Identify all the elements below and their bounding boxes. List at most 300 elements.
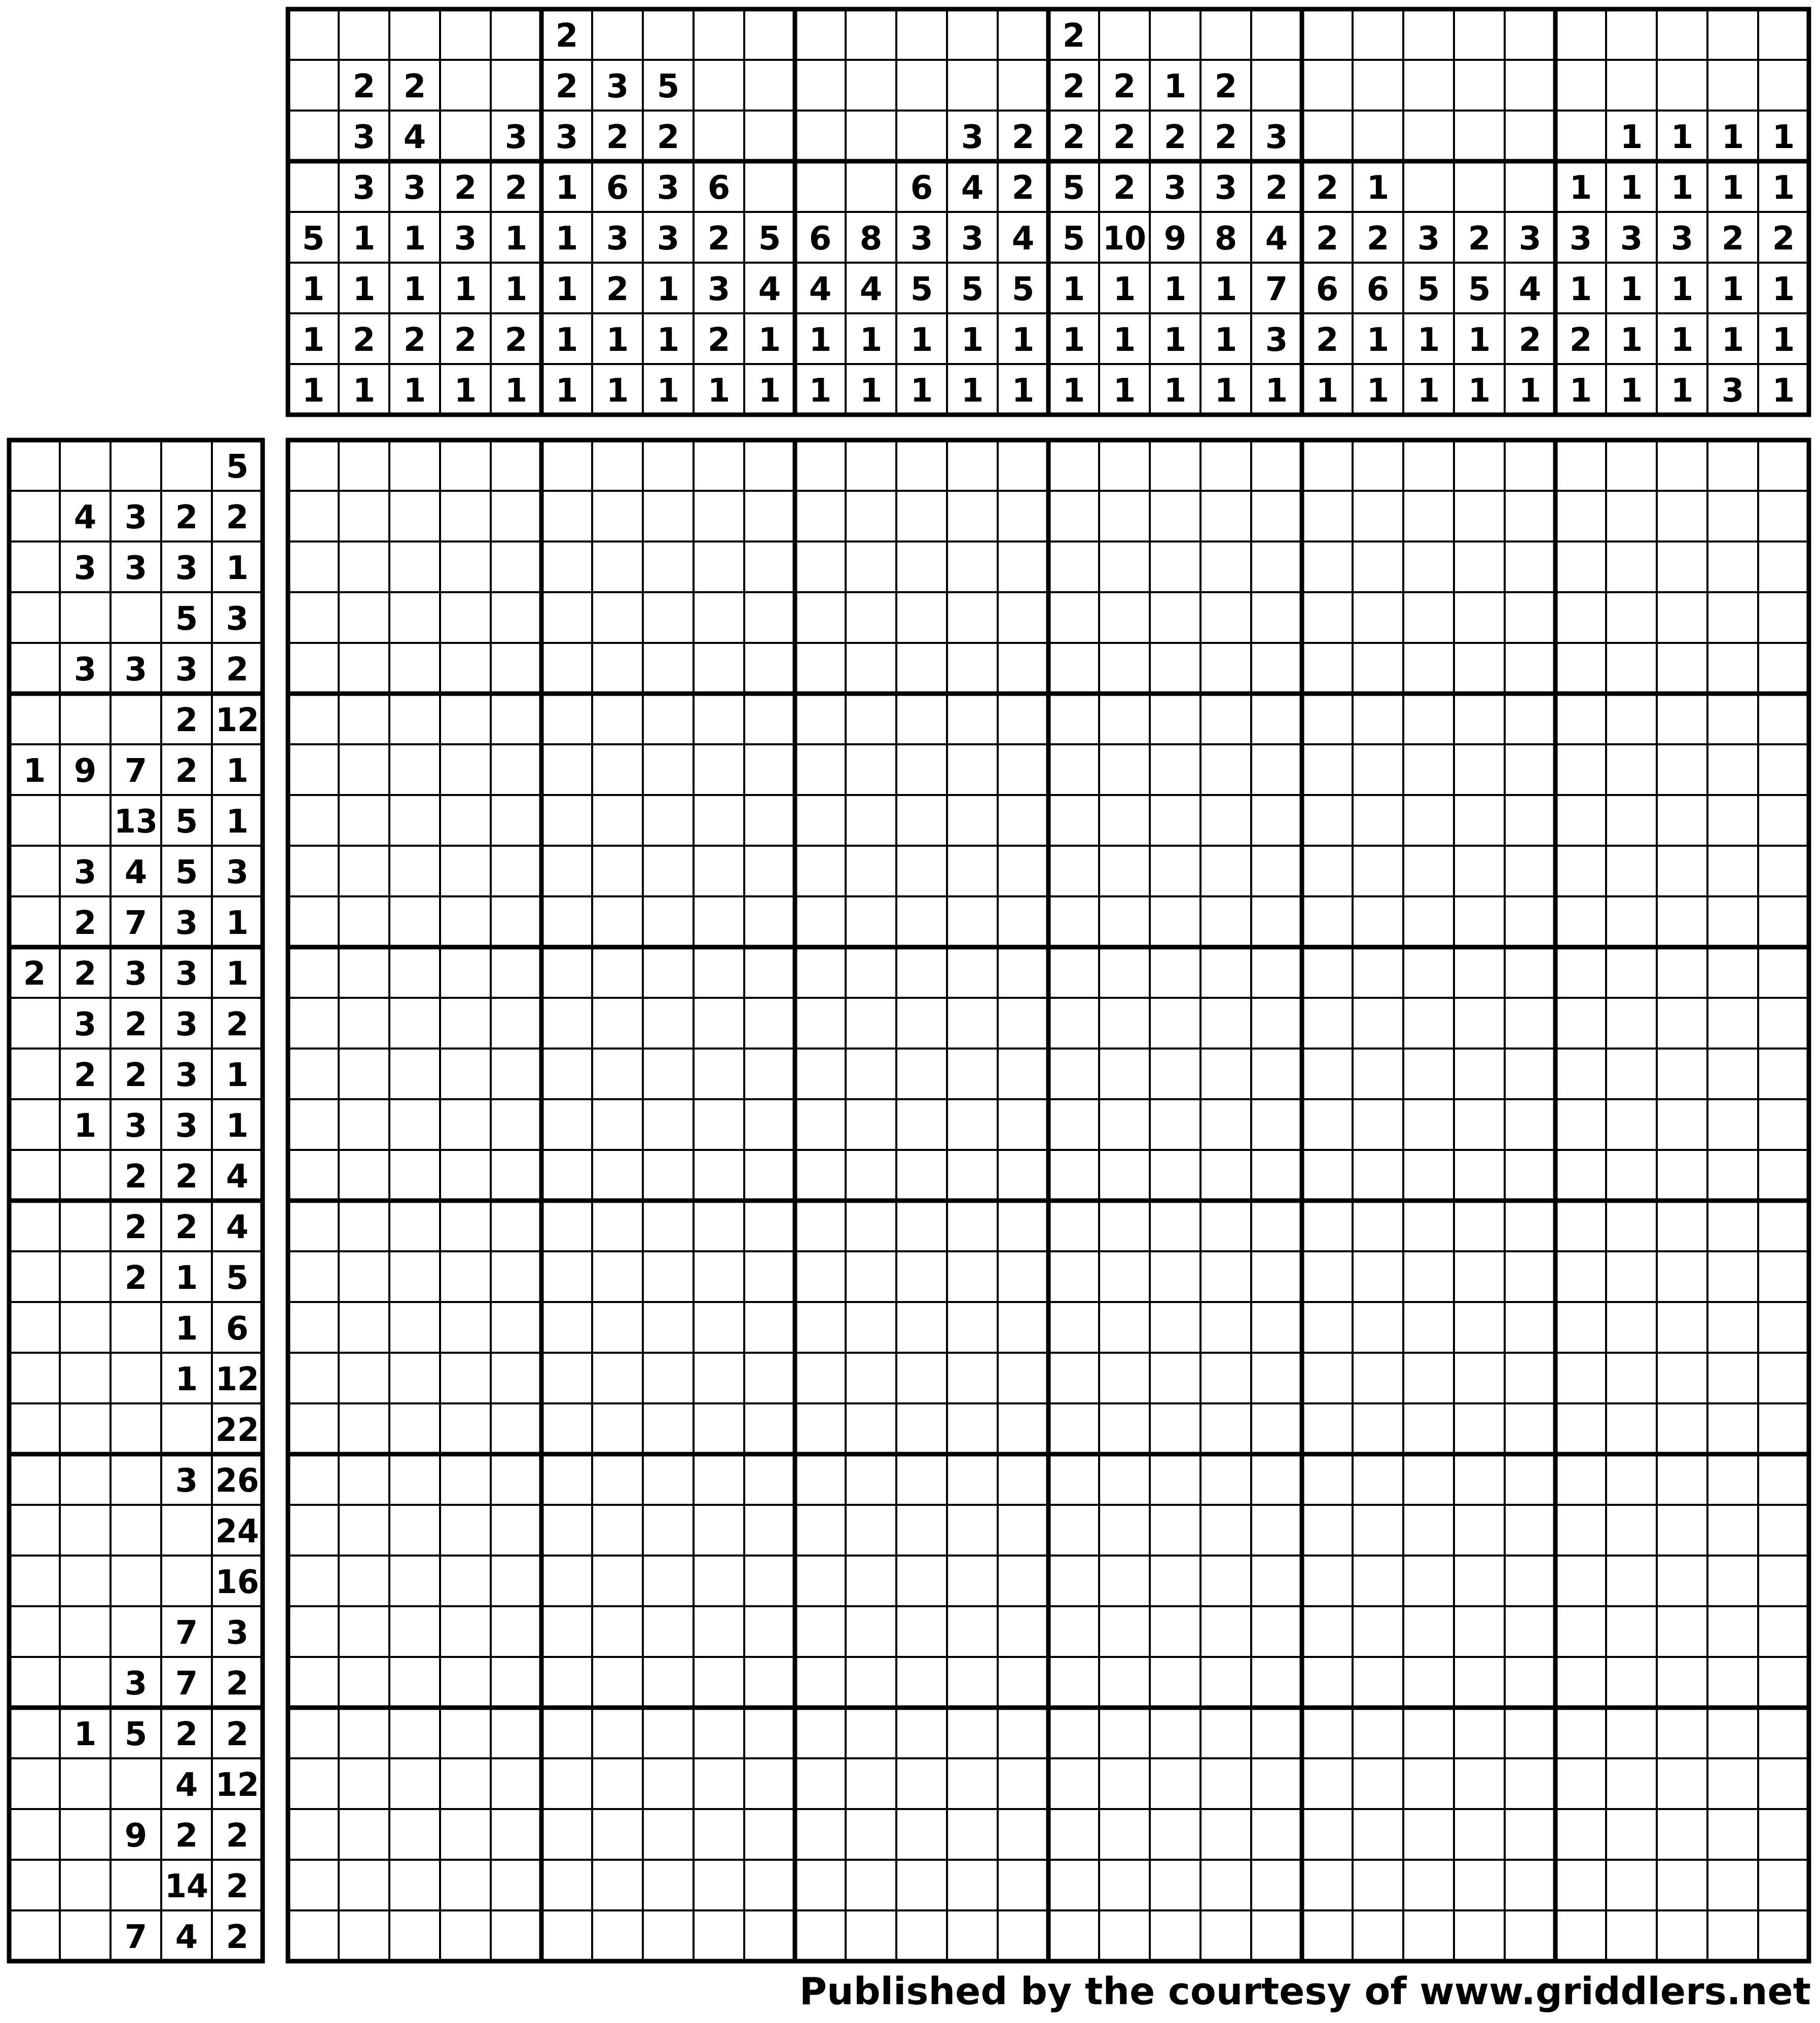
grid-cell[interactable] xyxy=(744,1708,795,1758)
grid-cell[interactable] xyxy=(694,1606,744,1657)
grid-cell[interactable] xyxy=(1200,1505,1251,1556)
grid-cell[interactable] xyxy=(1302,440,1353,491)
grid-cell[interactable] xyxy=(896,1302,947,1353)
grid-cell[interactable] xyxy=(1555,1353,1606,1403)
grid-cell[interactable] xyxy=(1606,1049,1657,1099)
grid-cell[interactable] xyxy=(795,795,846,846)
grid-cell[interactable] xyxy=(795,947,846,998)
grid-cell[interactable] xyxy=(1048,1556,1099,1606)
grid-cell[interactable] xyxy=(1353,1353,1403,1403)
grid-cell[interactable] xyxy=(491,947,541,998)
grid-cell[interactable] xyxy=(288,694,339,744)
grid-cell[interactable] xyxy=(1150,1505,1200,1556)
grid-cell[interactable] xyxy=(491,896,541,947)
grid-cell[interactable] xyxy=(1555,1860,1606,1910)
grid-cell[interactable] xyxy=(998,1505,1048,1556)
grid-cell[interactable] xyxy=(541,1910,592,1961)
grid-cell[interactable] xyxy=(1353,1860,1403,1910)
grid-cell[interactable] xyxy=(339,795,389,846)
grid-cell[interactable] xyxy=(1606,896,1657,947)
grid-cell[interactable] xyxy=(541,896,592,947)
grid-cell[interactable] xyxy=(491,1302,541,1353)
grid-cell[interactable] xyxy=(592,1809,643,1860)
grid-cell[interactable] xyxy=(694,947,744,998)
grid-cell[interactable] xyxy=(1403,1910,1454,1961)
grid-cell[interactable] xyxy=(1251,744,1302,795)
grid-cell[interactable] xyxy=(1657,440,1707,491)
grid-cell[interactable] xyxy=(694,744,744,795)
grid-cell[interactable] xyxy=(998,440,1048,491)
grid-cell[interactable] xyxy=(846,643,896,694)
grid-cell[interactable] xyxy=(1302,1099,1353,1150)
grid-cell[interactable] xyxy=(541,1150,592,1201)
grid-cell[interactable] xyxy=(1150,694,1200,744)
grid-cell[interactable] xyxy=(998,1860,1048,1910)
grid-cell[interactable] xyxy=(1200,491,1251,541)
grid-cell[interactable] xyxy=(643,1606,694,1657)
grid-cell[interactable] xyxy=(1353,947,1403,998)
grid-cell[interactable] xyxy=(1099,1049,1150,1099)
grid-cell[interactable] xyxy=(1150,1454,1200,1505)
grid-cell[interactable] xyxy=(947,1860,998,1910)
grid-cell[interactable] xyxy=(1505,694,1555,744)
grid-cell[interactable] xyxy=(1606,1454,1657,1505)
grid-cell[interactable] xyxy=(896,1860,947,1910)
grid-cell[interactable] xyxy=(1048,1758,1099,1809)
grid-cell[interactable] xyxy=(1758,1353,1809,1403)
grid-cell[interactable] xyxy=(795,1910,846,1961)
grid-cell[interactable] xyxy=(1454,1708,1505,1758)
grid-cell[interactable] xyxy=(1048,795,1099,846)
grid-cell[interactable] xyxy=(744,1505,795,1556)
grid-cell[interactable] xyxy=(1353,846,1403,896)
grid-cell[interactable] xyxy=(491,1505,541,1556)
grid-cell[interactable] xyxy=(1353,1201,1403,1251)
grid-cell[interactable] xyxy=(1505,592,1555,643)
grid-cell[interactable] xyxy=(1606,1809,1657,1860)
grid-cell[interactable] xyxy=(1505,1049,1555,1099)
grid-cell[interactable] xyxy=(1606,1201,1657,1251)
grid-cell[interactable] xyxy=(1150,1556,1200,1606)
grid-cell[interactable] xyxy=(1758,491,1809,541)
grid-cell[interactable] xyxy=(795,1353,846,1403)
grid-cell[interactable] xyxy=(339,1910,389,1961)
grid-cell[interactable] xyxy=(288,947,339,998)
grid-cell[interactable] xyxy=(491,795,541,846)
grid-cell[interactable] xyxy=(998,896,1048,947)
grid-cell[interactable] xyxy=(339,846,389,896)
grid-cell[interactable] xyxy=(1403,1809,1454,1860)
grid-cell[interactable] xyxy=(998,1556,1048,1606)
grid-cell[interactable] xyxy=(1150,1809,1200,1860)
grid-cell[interactable] xyxy=(541,440,592,491)
grid-cell[interactable] xyxy=(846,440,896,491)
grid-cell[interactable] xyxy=(1200,947,1251,998)
grid-cell[interactable] xyxy=(1657,998,1707,1049)
grid-cell[interactable] xyxy=(1505,1708,1555,1758)
grid-cell[interactable] xyxy=(339,1657,389,1708)
grid-cell[interactable] xyxy=(896,896,947,947)
grid-cell[interactable] xyxy=(896,1910,947,1961)
grid-cell[interactable] xyxy=(744,1302,795,1353)
grid-cell[interactable] xyxy=(1606,1758,1657,1809)
grid-cell[interactable] xyxy=(846,896,896,947)
grid-cell[interactable] xyxy=(1353,744,1403,795)
grid-cell[interactable] xyxy=(694,1150,744,1201)
grid-cell[interactable] xyxy=(896,1809,947,1860)
grid-cell[interactable] xyxy=(1758,795,1809,846)
grid-cell[interactable] xyxy=(643,1150,694,1201)
grid-cell[interactable] xyxy=(288,592,339,643)
grid-cell[interactable] xyxy=(288,1099,339,1150)
grid-cell[interactable] xyxy=(1099,896,1150,947)
grid-cell[interactable] xyxy=(998,744,1048,795)
grid-cell[interactable] xyxy=(1200,1657,1251,1708)
grid-cell[interactable] xyxy=(846,1860,896,1910)
grid-cell[interactable] xyxy=(1403,592,1454,643)
grid-cell[interactable] xyxy=(846,1556,896,1606)
grid-cell[interactable] xyxy=(998,694,1048,744)
grid-cell[interactable] xyxy=(896,440,947,491)
grid-cell[interactable] xyxy=(1200,1099,1251,1150)
grid-cell[interactable] xyxy=(643,1505,694,1556)
grid-cell[interactable] xyxy=(1048,1910,1099,1961)
grid-cell[interactable] xyxy=(491,1049,541,1099)
grid-cell[interactable] xyxy=(339,1353,389,1403)
grid-cell[interactable] xyxy=(1657,541,1707,592)
grid-cell[interactable] xyxy=(389,541,440,592)
grid-cell[interactable] xyxy=(541,1302,592,1353)
grid-cell[interactable] xyxy=(643,1708,694,1758)
grid-cell[interactable] xyxy=(1302,846,1353,896)
grid-cell[interactable] xyxy=(1657,1353,1707,1403)
grid-cell[interactable] xyxy=(1758,998,1809,1049)
grid-cell[interactable] xyxy=(1505,947,1555,998)
grid-cell[interactable] xyxy=(1454,1049,1505,1099)
grid-cell[interactable] xyxy=(1403,1505,1454,1556)
grid-cell[interactable] xyxy=(491,1758,541,1809)
grid-cell[interactable] xyxy=(1555,1150,1606,1201)
grid-cell[interactable] xyxy=(1707,1403,1758,1454)
grid-cell[interactable] xyxy=(288,1150,339,1201)
grid-cell[interactable] xyxy=(1403,1606,1454,1657)
grid-cell[interactable] xyxy=(491,1606,541,1657)
grid-cell[interactable] xyxy=(846,1505,896,1556)
grid-cell[interactable] xyxy=(643,947,694,998)
grid-cell[interactable] xyxy=(1657,592,1707,643)
grid-cell[interactable] xyxy=(694,1708,744,1758)
grid-cell[interactable] xyxy=(998,1353,1048,1403)
grid-cell[interactable] xyxy=(440,744,491,795)
grid-cell[interactable] xyxy=(491,643,541,694)
grid-cell[interactable] xyxy=(592,1251,643,1302)
grid-cell[interactable] xyxy=(1707,1201,1758,1251)
grid-cell[interactable] xyxy=(846,1251,896,1302)
grid-cell[interactable] xyxy=(896,744,947,795)
grid-cell[interactable] xyxy=(643,1910,694,1961)
grid-cell[interactable] xyxy=(541,1454,592,1505)
grid-cell[interactable] xyxy=(643,896,694,947)
grid-cell[interactable] xyxy=(1251,1809,1302,1860)
grid-cell[interactable] xyxy=(643,1099,694,1150)
grid-cell[interactable] xyxy=(1099,744,1150,795)
grid-cell[interactable] xyxy=(1555,1454,1606,1505)
grid-cell[interactable] xyxy=(592,1454,643,1505)
grid-cell[interactable] xyxy=(947,1302,998,1353)
grid-cell[interactable] xyxy=(1099,1302,1150,1353)
grid-cell[interactable] xyxy=(541,1049,592,1099)
grid-cell[interactable] xyxy=(694,1657,744,1708)
grid-cell[interactable] xyxy=(795,1403,846,1454)
grid-cell[interactable] xyxy=(1758,896,1809,947)
grid-cell[interactable] xyxy=(947,1758,998,1809)
grid-cell[interactable] xyxy=(1200,1150,1251,1201)
grid-cell[interactable] xyxy=(288,1910,339,1961)
grid-cell[interactable] xyxy=(592,846,643,896)
grid-cell[interactable] xyxy=(1200,1606,1251,1657)
grid-cell[interactable] xyxy=(440,1302,491,1353)
grid-cell[interactable] xyxy=(339,744,389,795)
grid-cell[interactable] xyxy=(1403,694,1454,744)
grid-cell[interactable] xyxy=(643,592,694,643)
grid-cell[interactable] xyxy=(1657,947,1707,998)
grid-cell[interactable] xyxy=(1048,1505,1099,1556)
grid-cell[interactable] xyxy=(389,1708,440,1758)
grid-cell[interactable] xyxy=(1150,795,1200,846)
grid-cell[interactable] xyxy=(389,1251,440,1302)
grid-cell[interactable] xyxy=(1251,1454,1302,1505)
grid-cell[interactable] xyxy=(1454,440,1505,491)
grid-cell[interactable] xyxy=(1353,592,1403,643)
grid-cell[interactable] xyxy=(592,491,643,541)
grid-cell[interactable] xyxy=(1353,1049,1403,1099)
grid-cell[interactable] xyxy=(541,1403,592,1454)
grid-cell[interactable] xyxy=(1758,1606,1809,1657)
grid-cell[interactable] xyxy=(1657,1556,1707,1606)
grid-cell[interactable] xyxy=(947,795,998,846)
grid-cell[interactable] xyxy=(389,592,440,643)
grid-cell[interactable] xyxy=(1505,643,1555,694)
grid-cell[interactable] xyxy=(1403,846,1454,896)
grid-cell[interactable] xyxy=(389,694,440,744)
grid-cell[interactable] xyxy=(1150,998,1200,1049)
grid-cell[interactable] xyxy=(795,1302,846,1353)
grid-cell[interactable] xyxy=(1200,1708,1251,1758)
grid-cell[interactable] xyxy=(744,1809,795,1860)
grid-cell[interactable] xyxy=(1758,1201,1809,1251)
grid-cell[interactable] xyxy=(1251,1910,1302,1961)
grid-cell[interactable] xyxy=(947,1201,998,1251)
grid-cell[interactable] xyxy=(339,541,389,592)
grid-cell[interactable] xyxy=(440,694,491,744)
grid-cell[interactable] xyxy=(541,846,592,896)
grid-cell[interactable] xyxy=(440,643,491,694)
grid-cell[interactable] xyxy=(1758,744,1809,795)
grid-cell[interactable] xyxy=(846,1809,896,1860)
grid-cell[interactable] xyxy=(896,491,947,541)
grid-cell[interactable] xyxy=(339,896,389,947)
grid-cell[interactable] xyxy=(998,1049,1048,1099)
grid-cell[interactable] xyxy=(541,1251,592,1302)
grid-cell[interactable] xyxy=(694,1201,744,1251)
grid-cell[interactable] xyxy=(795,1201,846,1251)
grid-cell[interactable] xyxy=(744,491,795,541)
grid-cell[interactable] xyxy=(1454,592,1505,643)
grid-cell[interactable] xyxy=(1150,643,1200,694)
grid-cell[interactable] xyxy=(1555,1251,1606,1302)
grid-cell[interactable] xyxy=(643,795,694,846)
grid-cell[interactable] xyxy=(1251,1099,1302,1150)
grid-cell[interactable] xyxy=(1657,643,1707,694)
grid-cell[interactable] xyxy=(896,1251,947,1302)
grid-cell[interactable] xyxy=(1048,744,1099,795)
grid-cell[interactable] xyxy=(1048,1099,1099,1150)
grid-cell[interactable] xyxy=(440,1708,491,1758)
grid-cell[interactable] xyxy=(694,491,744,541)
grid-cell[interactable] xyxy=(1657,694,1707,744)
grid-cell[interactable] xyxy=(643,1556,694,1606)
grid-cell[interactable] xyxy=(1555,1809,1606,1860)
grid-cell[interactable] xyxy=(389,1049,440,1099)
grid-cell[interactable] xyxy=(1403,744,1454,795)
grid-cell[interactable] xyxy=(1403,1201,1454,1251)
grid-cell[interactable] xyxy=(288,1809,339,1860)
grid-cell[interactable] xyxy=(1657,1657,1707,1708)
grid-cell[interactable] xyxy=(1555,592,1606,643)
grid-cell[interactable] xyxy=(389,1910,440,1961)
grid-cell[interactable] xyxy=(1454,1910,1505,1961)
grid-cell[interactable] xyxy=(1606,592,1657,643)
grid-cell[interactable] xyxy=(339,1454,389,1505)
grid-cell[interactable] xyxy=(998,1606,1048,1657)
grid-cell[interactable] xyxy=(1353,1606,1403,1657)
grid-cell[interactable] xyxy=(389,998,440,1049)
grid-cell[interactable] xyxy=(491,491,541,541)
grid-cell[interactable] xyxy=(947,1505,998,1556)
grid-cell[interactable] xyxy=(795,1708,846,1758)
grid-cell[interactable] xyxy=(1505,1758,1555,1809)
grid-cell[interactable] xyxy=(846,947,896,998)
grid-cell[interactable] xyxy=(1505,1556,1555,1606)
grid-cell[interactable] xyxy=(1200,1403,1251,1454)
grid-cell[interactable] xyxy=(1200,744,1251,795)
grid-cell[interactable] xyxy=(1454,1403,1505,1454)
grid-cell[interactable] xyxy=(1150,1708,1200,1758)
grid-cell[interactable] xyxy=(440,440,491,491)
grid-cell[interactable] xyxy=(1099,1099,1150,1150)
grid-cell[interactable] xyxy=(1657,1758,1707,1809)
grid-cell[interactable] xyxy=(541,1708,592,1758)
grid-cell[interactable] xyxy=(1707,1910,1758,1961)
grid-cell[interactable] xyxy=(491,1657,541,1708)
grid-cell[interactable] xyxy=(1758,947,1809,998)
grid-cell[interactable] xyxy=(947,1099,998,1150)
grid-cell[interactable] xyxy=(795,846,846,896)
grid-cell[interactable] xyxy=(339,998,389,1049)
grid-cell[interactable] xyxy=(1251,1657,1302,1708)
grid-cell[interactable] xyxy=(1454,1860,1505,1910)
grid-cell[interactable] xyxy=(288,440,339,491)
grid-cell[interactable] xyxy=(1555,947,1606,998)
grid-cell[interactable] xyxy=(1200,440,1251,491)
grid-cell[interactable] xyxy=(1505,795,1555,846)
grid-cell[interactable] xyxy=(1302,947,1353,998)
grid-cell[interactable] xyxy=(389,1403,440,1454)
grid-cell[interactable] xyxy=(1657,1302,1707,1353)
grid-cell[interactable] xyxy=(1403,1150,1454,1201)
grid-cell[interactable] xyxy=(1454,1505,1505,1556)
grid-cell[interactable] xyxy=(896,998,947,1049)
grid-cell[interactable] xyxy=(694,1251,744,1302)
grid-cell[interactable] xyxy=(1758,1049,1809,1099)
grid-cell[interactable] xyxy=(694,643,744,694)
grid-cell[interactable] xyxy=(1302,592,1353,643)
grid-cell[interactable] xyxy=(389,440,440,491)
grid-cell[interactable] xyxy=(694,1860,744,1910)
grid-cell[interactable] xyxy=(541,1606,592,1657)
grid-cell[interactable] xyxy=(288,1302,339,1353)
grid-cell[interactable] xyxy=(846,1201,896,1251)
grid-cell[interactable] xyxy=(1454,1606,1505,1657)
grid-cell[interactable] xyxy=(1048,1454,1099,1505)
grid-cell[interactable] xyxy=(389,1556,440,1606)
grid-cell[interactable] xyxy=(1555,440,1606,491)
grid-cell[interactable] xyxy=(1150,541,1200,592)
grid-cell[interactable] xyxy=(694,1556,744,1606)
grid-cell[interactable] xyxy=(491,1150,541,1201)
grid-cell[interactable] xyxy=(491,694,541,744)
grid-cell[interactable] xyxy=(795,1606,846,1657)
grid-cell[interactable] xyxy=(1707,643,1758,694)
grid-cell[interactable] xyxy=(1251,1556,1302,1606)
grid-cell[interactable] xyxy=(1555,1606,1606,1657)
grid-cell[interactable] xyxy=(1505,491,1555,541)
grid-cell[interactable] xyxy=(1200,1302,1251,1353)
grid-cell[interactable] xyxy=(440,1099,491,1150)
grid-cell[interactable] xyxy=(1403,1353,1454,1403)
grid-cell[interactable] xyxy=(440,1606,491,1657)
grid-cell[interactable] xyxy=(1200,1201,1251,1251)
grid-cell[interactable] xyxy=(1403,1302,1454,1353)
grid-cell[interactable] xyxy=(998,1099,1048,1150)
grid-cell[interactable] xyxy=(1302,1251,1353,1302)
grid-cell[interactable] xyxy=(694,1049,744,1099)
grid-cell[interactable] xyxy=(998,1251,1048,1302)
grid-cell[interactable] xyxy=(795,1099,846,1150)
grid-cell[interactable] xyxy=(1099,846,1150,896)
grid-cell[interactable] xyxy=(592,1302,643,1353)
grid-cell[interactable] xyxy=(541,1353,592,1403)
grid-cell[interactable] xyxy=(1606,1910,1657,1961)
grid-cell[interactable] xyxy=(1758,440,1809,491)
grid-cell[interactable] xyxy=(947,1403,998,1454)
grid-cell[interactable] xyxy=(744,1201,795,1251)
grid-cell[interactable] xyxy=(795,1049,846,1099)
grid-cell[interactable] xyxy=(643,440,694,491)
grid-cell[interactable] xyxy=(1150,1302,1200,1353)
grid-cell[interactable] xyxy=(491,1201,541,1251)
grid-cell[interactable] xyxy=(1251,643,1302,694)
grid-cell[interactable] xyxy=(947,744,998,795)
grid-cell[interactable] xyxy=(1606,1353,1657,1403)
grid-cell[interactable] xyxy=(1454,795,1505,846)
grid-cell[interactable] xyxy=(1454,947,1505,998)
grid-cell[interactable] xyxy=(491,744,541,795)
grid-cell[interactable] xyxy=(1403,1251,1454,1302)
grid-cell[interactable] xyxy=(795,998,846,1049)
grid-cell[interactable] xyxy=(288,1860,339,1910)
grid-cell[interactable] xyxy=(1150,1099,1200,1150)
